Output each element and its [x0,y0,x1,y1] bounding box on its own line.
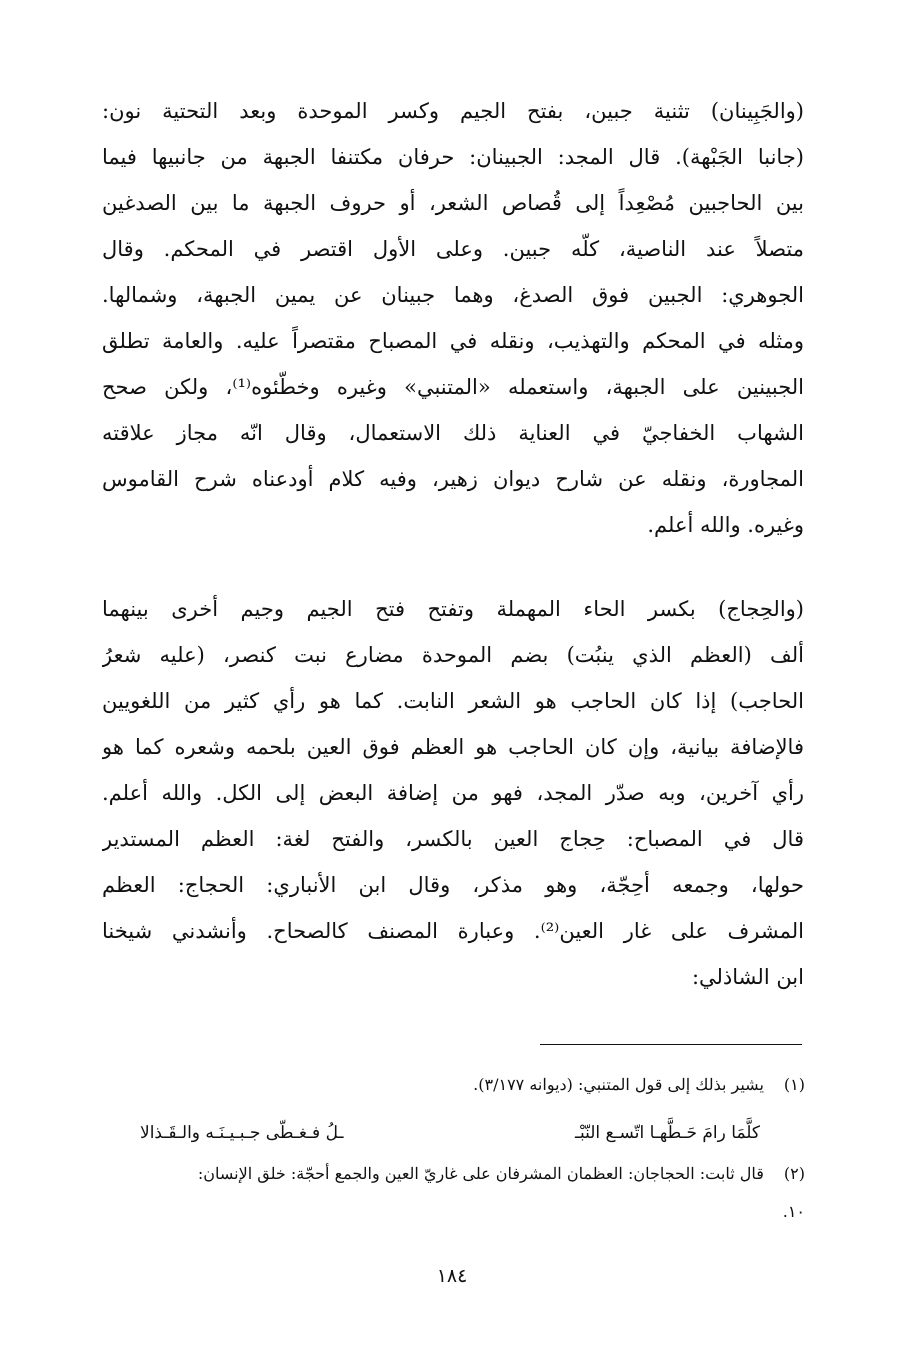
footnote-1 [100,1071,805,1099]
text-line: متصلاً عند الناصية، كلّه جبين. وعلى الأول اقتصر في المحكم. وقال [102,237,804,261]
text-line: فالإضافة بيانية، وإن كان الحاجب هو العظم فوق العين بلحمه وشعره كما هو [102,735,804,759]
text-line: رأي آخرين، وبه صدّر المجد، فهو من إضافة البعض إلى الكل. والله أعلم. [102,781,804,805]
text-line: (والجَبِينان) تثنية جبين، بفتح الجيم وكسر الموحدة وبعد التحتية نون: [102,99,804,123]
text-line: قال في المصباح: حِجاج العين بالكسر، والفتح لغة: العظم المستدير [102,827,804,851]
text-line: وغيره. والله أعلم. [647,513,804,537]
text-line: ومثله في المحكم والتهذيب، ونقله في المصباح مقتصراً عليه. والعامة تطلق [102,329,804,353]
text-line: الجبينين على الجبهة، واستعمله «المتنبي» وغيره وخطّئوه⁽¹⁾، ولكن صحح [102,375,804,399]
text-line: الشهاب الخفاجيّ في العناية ذلك الاستعمال، وقال انّه مجاز علاقته [102,421,804,445]
text-line: بين الحاجبين مُصْعِداً إلى قُصاص الشعر، أو حروف الجبهة ما بين الصدغين [102,191,804,215]
footnote-number: (٢) [783,1164,805,1183]
text-line: ألف (العظم الذي ينبُت) بضم الموحدة مضارع نبت كنصر، (عليه شعرُ [102,643,804,667]
footnote-text: يشير بذلك إلى قول المتنبي: (ديوانه ٣/١٧٧). [473,1075,764,1094]
footnote-2-continuation: ١٠. [782,1202,805,1221]
footnote-separator [540,1044,802,1045]
poetry-verse [140,1117,760,1149]
verse-first-hemistich: كلَّمَا رامَ حَـطَّهـا اتّسـع النّبْـ [574,1123,760,1143]
footnote-2 [100,1160,805,1188]
text-line: حولها، وجمعه أحِجّة، وهو مذكر، وقال ابن الأنباري: الحجاج: العظم [102,873,804,897]
text-line: (جانبا الجَبْهة). قال المجد: الجبينان: حرفان مكتنفا الجبهة من جانبيها فيما [102,145,804,169]
verse-second-hemistich: ـلُ فـغـطّى جـبـيـنَـه والـقَـذالا [140,1123,344,1143]
text-line: الجوهري: الجبين فوق الصدغ، وهما جبينان عن يمين الجبهة، وشمالها. [102,283,804,307]
paragraph-jabinan [102,88,804,548]
paragraph-hijaj [102,586,804,1000]
footnote-number: (١) [783,1075,805,1094]
footnote-text: قال ثابت: الحجاجان: العظمان المشرفان على غاريّ العين والجمع أحجّة: خلق الإنسان: [197,1164,764,1183]
text-line: المجاورة، ونقله عن شارح ديوان زهير، وفيه كلام أودعناه شرح القاموس [102,467,804,491]
page-number: ١٨٤ [436,1265,468,1287]
text-line: ابن الشاذلي: [691,965,804,989]
text-line: المشرف على غار العين⁽²⁾. وعبارة المصنف كالصحاح. وأنشدني شيخنا [102,919,804,943]
text-line: الحاجب) إذا كان الحاجب هو الشعر النابت. كما هو رأي كثير من اللغويين [102,689,804,713]
text-line: (والحِجاج) بكسر الحاء المهملة وتفتح فتح الجيم وجيم أخرى بينهما [102,597,804,621]
